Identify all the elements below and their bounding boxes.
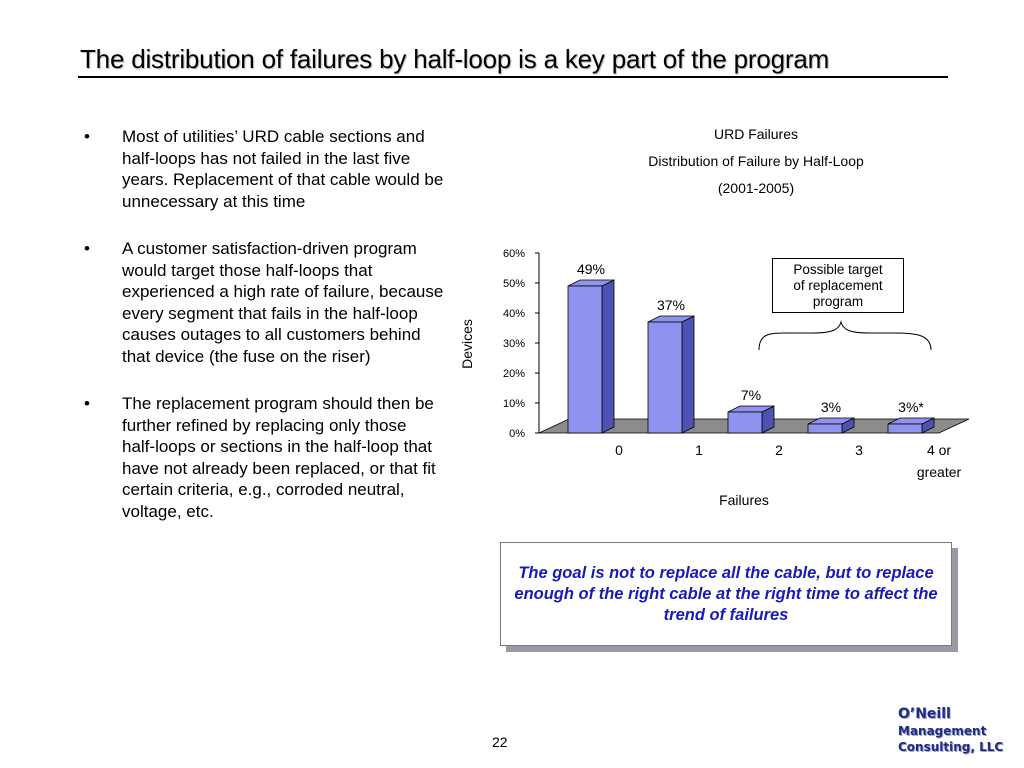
chart-title-line-2: Distribution of Failure by Half-Loop <box>648 153 864 169</box>
bar <box>648 322 682 433</box>
bullet-item <box>84 126 444 212</box>
x-tick-label: 3 <box>855 442 863 458</box>
y-tick-label: 20% <box>502 368 525 380</box>
x-tick-label: 1 <box>695 442 703 458</box>
y-axis-label: Devices <box>459 319 475 369</box>
callout-brace <box>759 322 931 350</box>
callout-box <box>772 258 904 313</box>
bar <box>888 424 922 433</box>
bar-chart <box>450 236 990 526</box>
data-label: 3% <box>820 399 842 415</box>
x-axis-label: Failures <box>719 492 769 508</box>
bullet-marker: • <box>84 127 90 146</box>
chart-title-line-3: (2001-2005) <box>717 180 795 196</box>
y-tick-label: 60% <box>502 248 525 260</box>
bullet-marker: • <box>84 239 90 258</box>
x-tick-label: 2 <box>775 442 783 458</box>
bullet-text: Most of utilities’ URD cable sections and half-loops has not failed in the last five years. Replacement of that cable would be unnecessary at this time <box>122 127 444 211</box>
slide-title: The distribution of failures by half-loop is a key part of the program <box>80 44 830 74</box>
title-underline <box>78 76 948 78</box>
data-label: 3%* <box>898 399 924 415</box>
logo-line-2: Management <box>898 724 987 738</box>
data-label: 37% <box>656 297 686 313</box>
data-label: 49% <box>576 261 606 277</box>
callout-text-line: of replacement <box>793 277 883 293</box>
data-label: 7% <box>740 387 762 403</box>
bullet-item <box>84 238 444 367</box>
bullet-item <box>84 393 444 522</box>
logo-line-1: O’Neill <box>898 706 951 722</box>
chart-title-line-1: URD Failures <box>713 126 798 142</box>
goal-box <box>500 542 952 646</box>
callout-text-line: Possible target <box>793 261 883 277</box>
y-tick-label: 50% <box>502 278 525 290</box>
x-tick-label: 0 <box>615 442 623 458</box>
bullet-text: The replacement program should then be further refined by replacing only those half-loops or sections in the half-loop that have not already been replaced, or that fit certain criteria, e.g., corroded neutral, voltage, etc. <box>122 394 436 521</box>
bar <box>808 424 842 433</box>
page-number: 22 <box>492 734 508 750</box>
bullet-text: A customer satisfaction-driven program would target those half-loops that experienced a high rate of failure, because every segment that fails in the half-loop causes outages to all customers behind that device (the fuse on the riser) <box>122 239 444 366</box>
y-tick-label: 0% <box>509 428 525 440</box>
bar-side <box>682 316 694 433</box>
x-tick-label: greater <box>916 464 962 480</box>
bullet-list <box>84 126 444 548</box>
y-tick-label: 30% <box>502 338 525 350</box>
x-tick-label: 4 or <box>926 442 952 458</box>
company-logo <box>898 706 1003 755</box>
goal-text: The goal is not to replace all the cable, but to replace enough of the right cable at the right time to affect the trend of failures <box>514 563 938 624</box>
bullet-marker: • <box>84 394 90 413</box>
y-tick-label: 10% <box>502 398 525 410</box>
bar-side <box>602 280 614 433</box>
y-tick-label: 40% <box>502 308 525 320</box>
bar <box>568 286 602 433</box>
logo-line-3: Consulting, LLC <box>898 740 1004 754</box>
bar <box>728 412 762 433</box>
callout-text-line: program <box>812 293 864 309</box>
